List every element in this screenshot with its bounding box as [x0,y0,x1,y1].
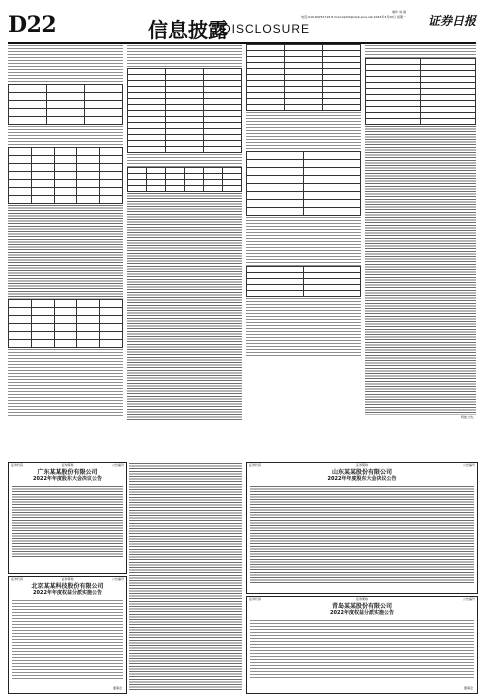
announcement-box-4 [246,596,478,694]
page-header [8,6,476,44]
announcement-title: 2022年度权益分派实施公告 [330,610,394,616]
page-number: D22 [8,12,57,38]
announcement-box-2 [8,576,127,694]
editor-line: 制作 刘 晨 [392,10,406,14]
newspaper-logo: 证券日报 [427,14,476,28]
data-table [246,151,361,216]
header-meta [246,10,406,20]
data-table [246,266,361,297]
data-table [8,299,123,348]
data-table [365,58,476,125]
closing-note: 特此公告。 [460,415,476,419]
column-bottom-2 [129,462,242,692]
announcement-company: 青岛某某股份有限公司 [331,603,392,610]
announcement-box-1 [8,462,127,574]
announcement-box-3 [246,462,478,594]
announcement-company: 北京某某科技股份有限公司 [31,583,104,590]
data-table [8,84,123,125]
contact-line: 电话:010-83251716 E-mail:zqrb9@zqrb.sina.net 2023年3月20日 星期一 [301,15,406,19]
announcement-header: 证券代码 证券简称 公告编号 [11,463,124,467]
section-title-english: DISCLOSURE [222,22,311,36]
announcement-title: 2022年年度权益分派实施公告 [33,590,102,596]
column-3 [246,44,361,454]
announcement-signature: 董事会 [463,686,473,690]
data-table [127,167,242,192]
section-title: 信息披露 [148,18,228,42]
announcement-company: 山东某某股份有限公司 [331,469,392,476]
announcement-company: 广东某某股份有限公司 [37,469,98,476]
page-content [8,44,476,692]
column-1 [8,44,123,454]
data-table [8,147,123,204]
announcement-header: 证券代码 证券简称 公告编号 [11,577,124,581]
data-table [246,44,361,111]
column-2 [127,44,242,454]
column-4 [365,44,476,454]
announcement-header: 证券代码 证券简称 公告编号 [249,463,475,467]
announcement-signature: 董事会 [112,686,122,690]
announcement-title: 2022年年度股东大会决议公告 [33,476,102,482]
announcement-title: 2022年年度股东大会决议公告 [327,476,397,482]
data-table [127,68,242,153]
announcement-header: 证券代码 证券简称 公告编号 [249,597,475,601]
